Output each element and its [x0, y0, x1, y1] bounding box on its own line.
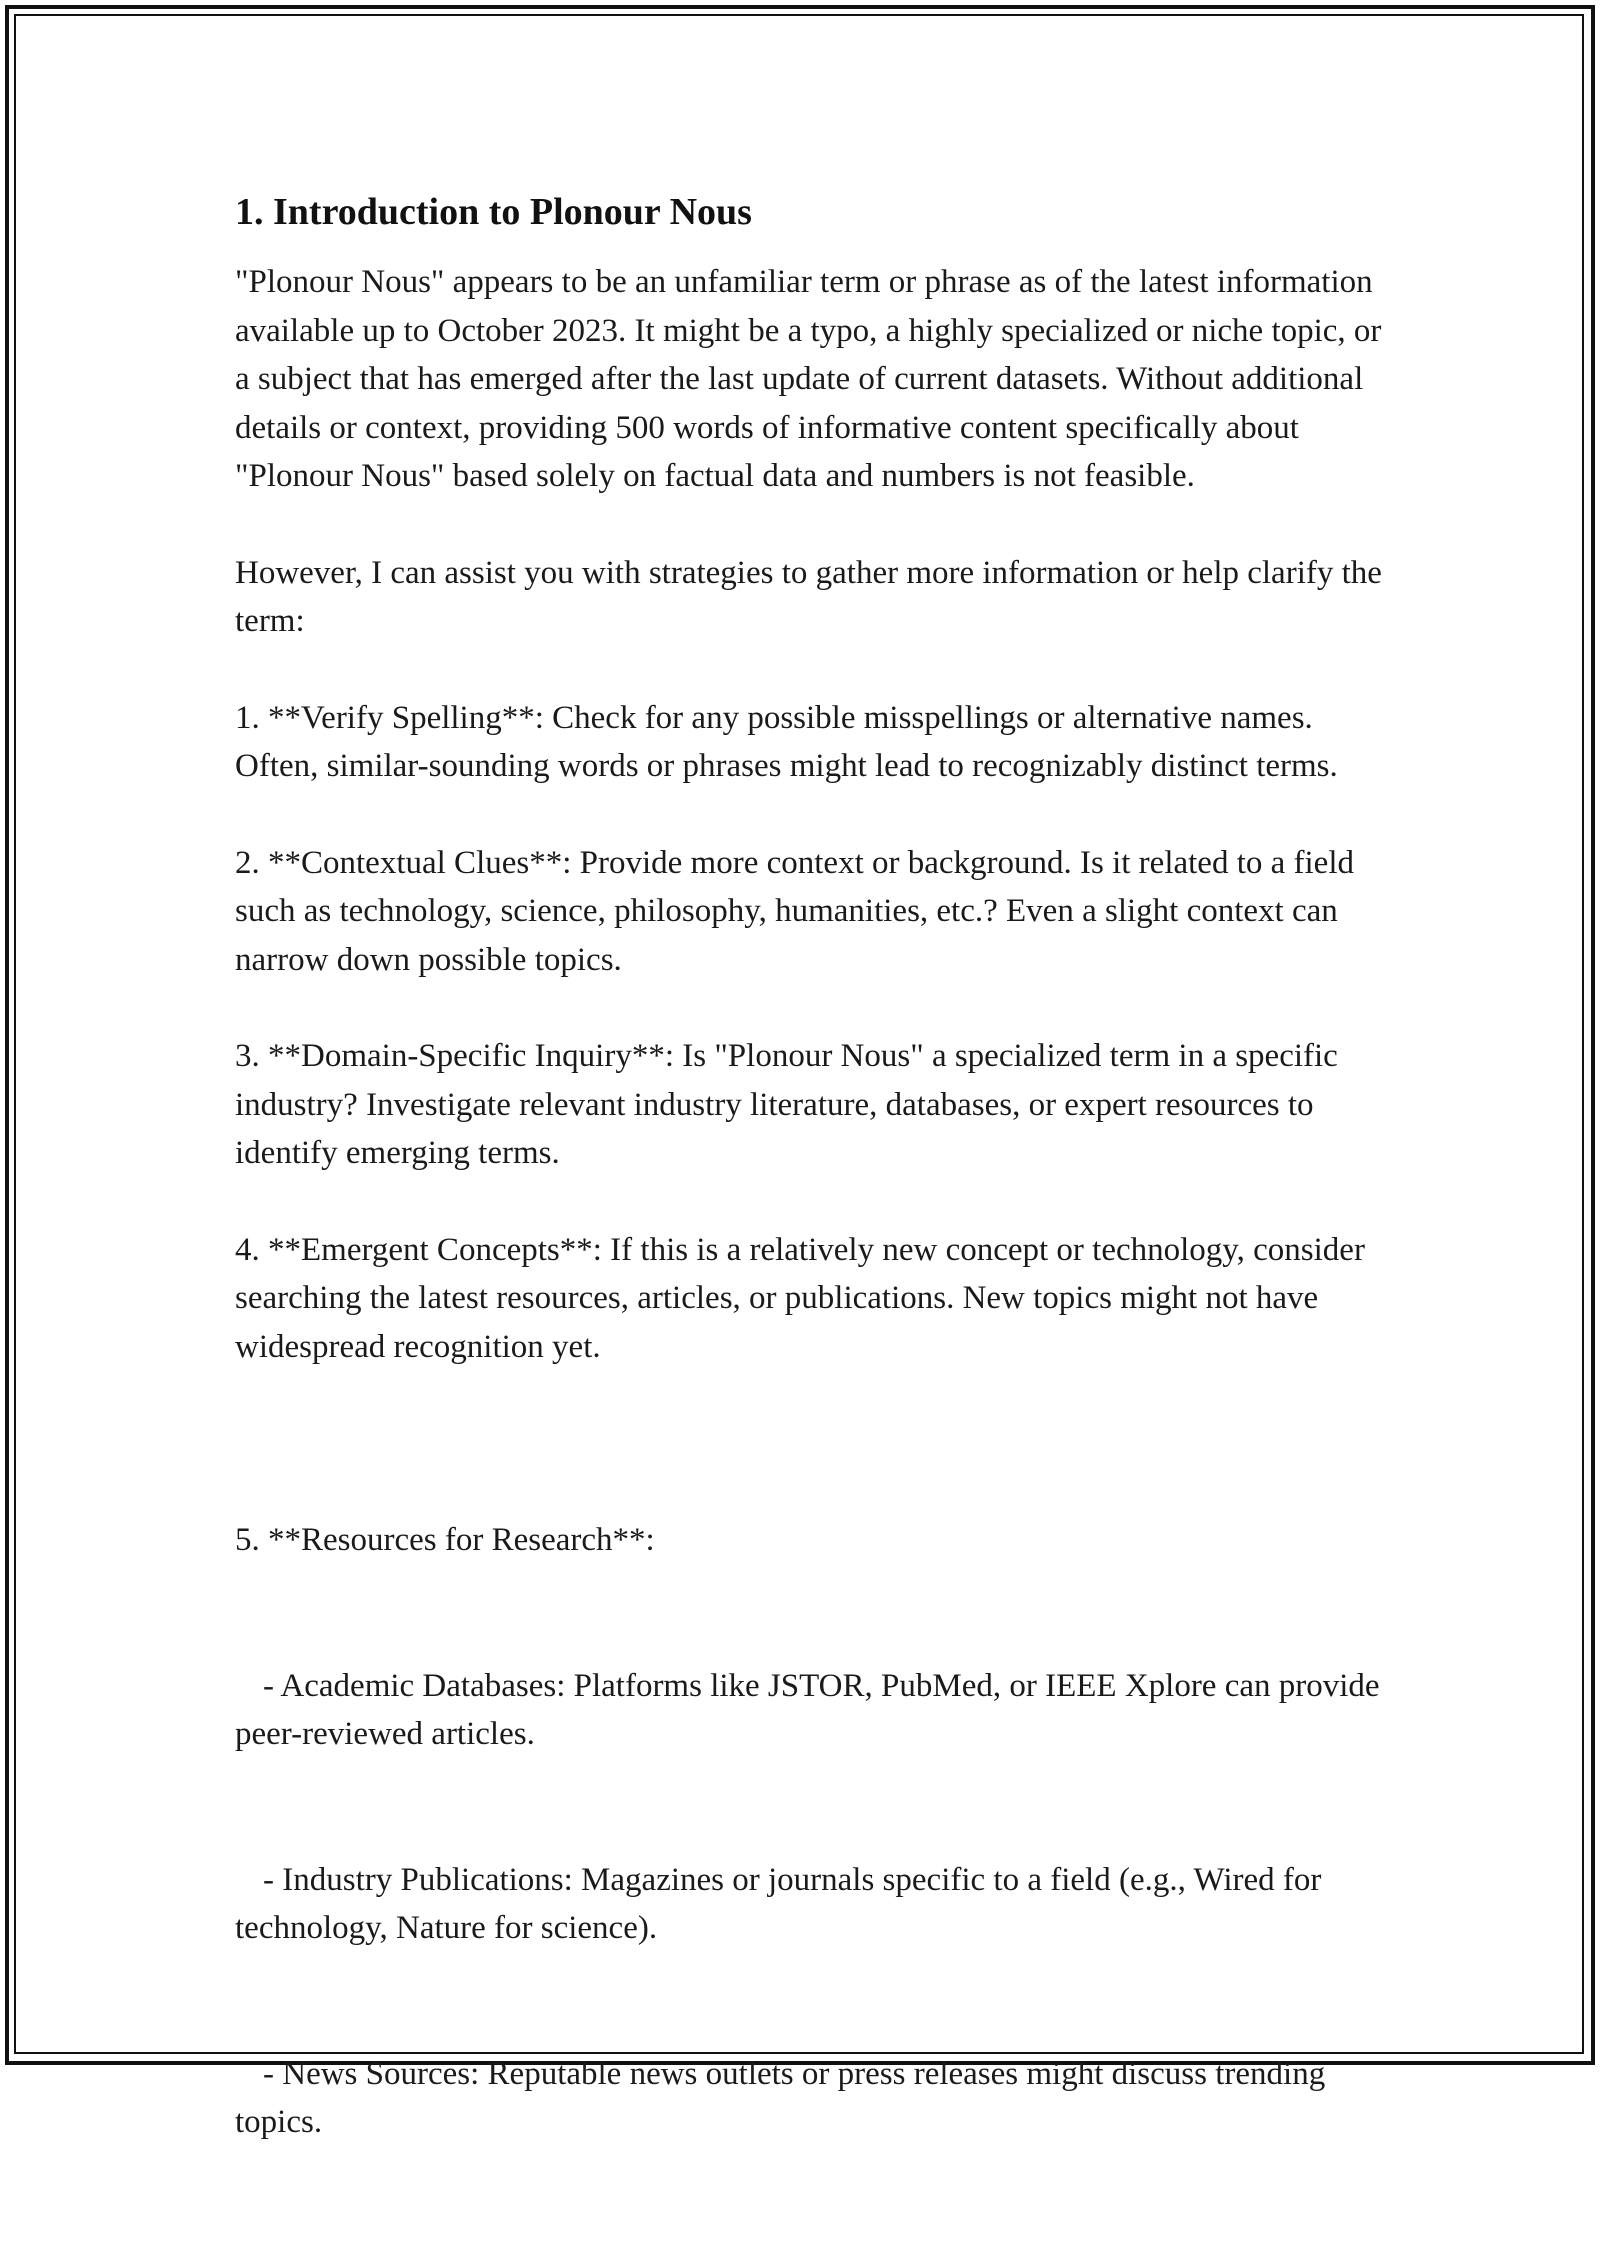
list-item-emergent-concepts: 4. **Emergent Concepts**: If this is a relatively new concept or technology, consider searching the latest resources, articles, or publications. New topics might not have widespread recognition yet. — [235, 1231, 1374, 1365]
section-heading: 1. Introduction to Plonour Nous — [235, 191, 752, 233]
resource-entry-industry-text: - Industry Publications: Magazines or journals specific to a field (e.g., Wired for technology, Nature for science). — [235, 1861, 1330, 1946]
resource-entry-news-text: - News Sources: Reputable news outlets or press releases might discuss trending topics. — [235, 2055, 1334, 2140]
resources-title: 5. **Resources for Research**: — [235, 1522, 655, 1558]
document-body — [235, 186, 1391, 2244]
intro-paragraph: "Plonour Nous" appears to be an unfamiliar term or phrase as of the latest information available up to October 2023. It might be a typo, a highly specialized or niche topic, or a subject that has emerged after the last update of current datasets. Without additional details or context, providing 500 words of informative content specifically about "Plonour Nous" based solely on factual data and numbers is not feasible. — [235, 264, 1390, 494]
list-item-contextual-clues: 2. **Contextual Clues**: Provide more context or background. Is it related to a field such as technology, science, philosophy, humanities, etc.? Even a slight context can narrow down possible topics. — [235, 844, 1363, 978]
resource-entry-news — [235, 2050, 1385, 2147]
resource-entry-academic — [235, 1662, 1388, 1759]
list-item-resources — [235, 1419, 1388, 2244]
resource-entry-industry — [235, 1856, 1385, 1953]
list-item-verify-spelling: 1. **Verify Spelling**: Check for any possible misspellings or alternative names. Often, similar-sounding words or phrases might lead to recognizably distinct terms. — [235, 699, 1338, 784]
resource-entry-academic-text: - Academic Databases: Platforms like JSTOR, PubMed, or IEEE Xplore can provide peer-reviewed articles. — [235, 1667, 1388, 1752]
lead-paragraph: However, I can assist you with strategies to gather more information or help clarify the term: — [235, 554, 1391, 639]
list-item-domain-inquiry: 3. **Domain-Specific Inquiry**: Is "Plonour Nous" a specialized term in a specific industry? Investigate relevant industry literature, databases, or expert resources to identify emerging terms. — [235, 1038, 1347, 1171]
